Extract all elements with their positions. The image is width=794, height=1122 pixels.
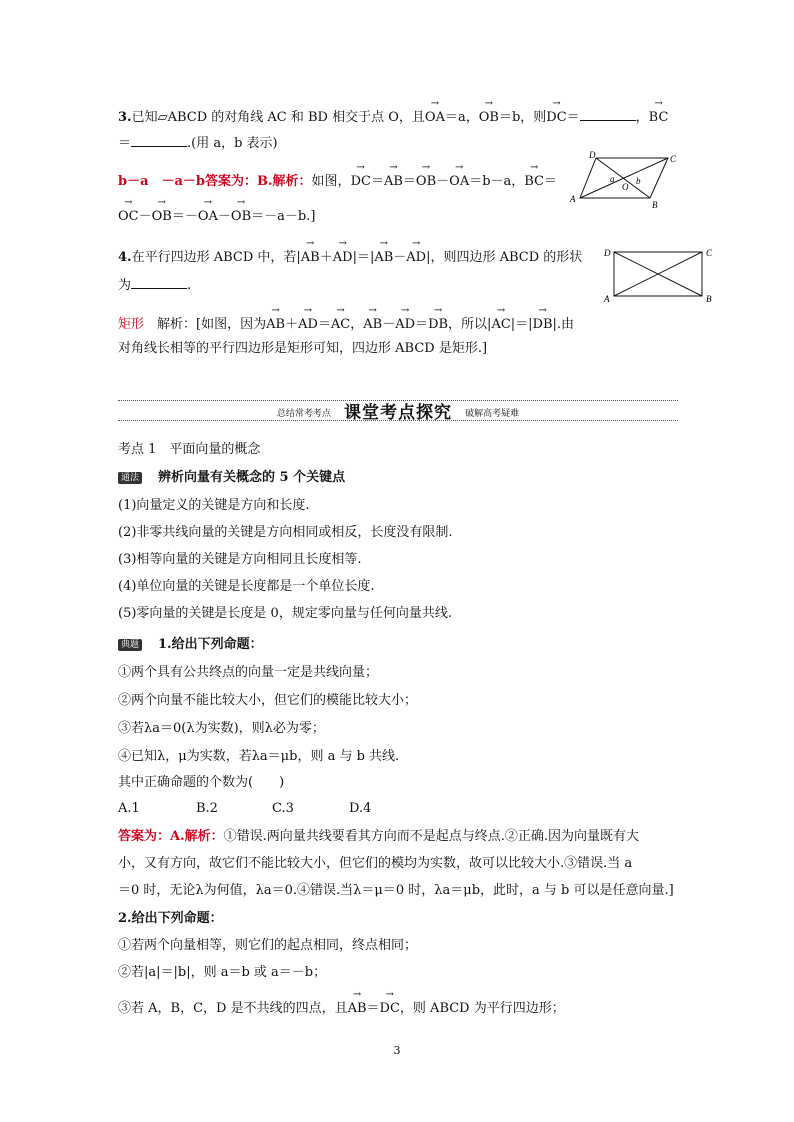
q3-line2: ＝ .(用 a，b 表示) <box>118 136 278 151</box>
answer-blank <box>580 108 636 121</box>
q4-line1: 4.在平行四边形 ABCD 中，若|→ AB＋→ AD|＝|→ AB－→ AD|，则四边形 ABCD 的形状 <box>118 249 582 267</box>
fig1-label-C: C <box>670 154 677 164</box>
answer-blank <box>131 134 187 147</box>
example-badge: 典题 <box>118 639 142 651</box>
proposition: ③若λa＝0(λ为实数)，则λ必为零； <box>118 721 325 736</box>
choice-a: A.1 <box>118 801 140 816</box>
section-banner: 总结常考考点 课堂考点探究 破解高考疑难 <box>276 403 520 423</box>
fig1-label-a: a <box>610 174 615 184</box>
method-badge: 通法 <box>118 472 142 484</box>
answer-line: ＝0 时，无论λ为何值，λa＝0.④错误.当λ＝μ＝0 时，λa＝μb，此时，a 与 b 可以是任意向量.] <box>118 883 674 898</box>
fig2-label-D: D <box>604 248 611 258</box>
fig1-label-A: A <box>570 194 576 204</box>
q4-answer-line1: 矩形 解析：[如图，因为→ AB＋→ AD＝→ AC，→ AB－→ AD＝→ DB，所以|→ AC|＝|→ DB|.由 <box>118 316 574 334</box>
fig2-label-C: C <box>706 248 713 258</box>
key-point: (2)非零共线向量的关键是方向相同或相反，长度没有限制. <box>118 525 453 540</box>
fig1-label-B: B <box>652 200 658 210</box>
method-heading: 通法 辨析向量有关概念的 5 个关键点 <box>118 469 345 487</box>
key-point: (3)相等向量的关键是方向相同且长度相等. <box>118 552 362 567</box>
fig1-label-b: b <box>636 176 641 186</box>
fig2-label-A: A <box>604 294 610 304</box>
banner-title: 课堂考点探究 <box>344 403 452 423</box>
section-heading: 考点 1 平面向量的概念 <box>118 442 261 457</box>
q3-answer-line2: → OC－→ OB＝－→ OA－→ OB＝－a－b.] <box>118 208 315 226</box>
choice-d: D.4 <box>349 801 372 816</box>
choice-c: C.3 <box>272 801 294 816</box>
answer-line: 小，又有方向，故它们不能比较大小，但它们的模均为实数，故可以比较大小.③错误.当 a <box>118 856 633 871</box>
proposition: ④已知λ，μ为实数，若λa＝μb，则 a 与 b 共线. <box>118 749 400 764</box>
parallelogram-figure <box>562 150 680 210</box>
example1-heading: 典题 1.给出下列命题： <box>118 636 263 654</box>
proposition: ①若两个向量相等，则它们的起点相同，终点相同； <box>118 938 418 953</box>
answer-line: 答案为：A.解析：①错误.两向量共线要看其方向而不是起点与终点.②正确.因为向量既有大 <box>118 829 640 844</box>
example2-heading: 2.给出下列命题： <box>118 911 223 926</box>
page-number: 3 <box>393 1044 401 1057</box>
q4-line2: 为 . <box>118 278 192 293</box>
proposition: ②两个向量不能比较大小，但它们的模能比较大小； <box>118 693 418 708</box>
question-prompt: 其中正确命题的个数为( ) <box>118 775 285 790</box>
q3-line1: 3.已知▱ABCD 的对角线 AC 和 BD 相交于点 O，且→ OA＝a，→ OB＝b，则→ DC＝ ，→ BC <box>118 108 668 127</box>
answer-blank <box>131 276 187 289</box>
fig1-label-D: D <box>589 150 596 160</box>
q4-answer-line2: 对角线长相等的平行四边形是矩形可知，四边形 ABCD 是矩形.] <box>118 341 488 356</box>
q3-answer-line: b－a －a－b答案为：B.解析：如图，→ DC＝→ AB＝→ OB－→ OA＝b－a，→ BC＝ <box>118 173 557 191</box>
fig1-label-O: O <box>622 182 629 192</box>
key-point: (5)零向量的关键是长度是 0，规定零向量与任何向量共线. <box>118 606 452 621</box>
fig2-label-B: B <box>706 294 712 304</box>
key-point: (1)向量定义的关键是方向和长度. <box>118 498 310 513</box>
proposition: ①两个具有公共终点的向量一定是共线向量； <box>118 665 379 680</box>
banner-rule-bottom <box>118 420 678 421</box>
proposition: ③若 A，B，C，D 是不共线的四点，且→ AB＝→ DC，则 ABCD 为平行四边形； <box>118 1000 565 1018</box>
choice-b: B.2 <box>196 801 218 816</box>
proposition: ②若|a|＝|b|，则 a＝b 或 a＝－b； <box>118 965 327 980</box>
key-point: (4)单位向量的关键是长度都是一个单位长度. <box>118 579 375 594</box>
rectangle-figure <box>600 242 720 306</box>
